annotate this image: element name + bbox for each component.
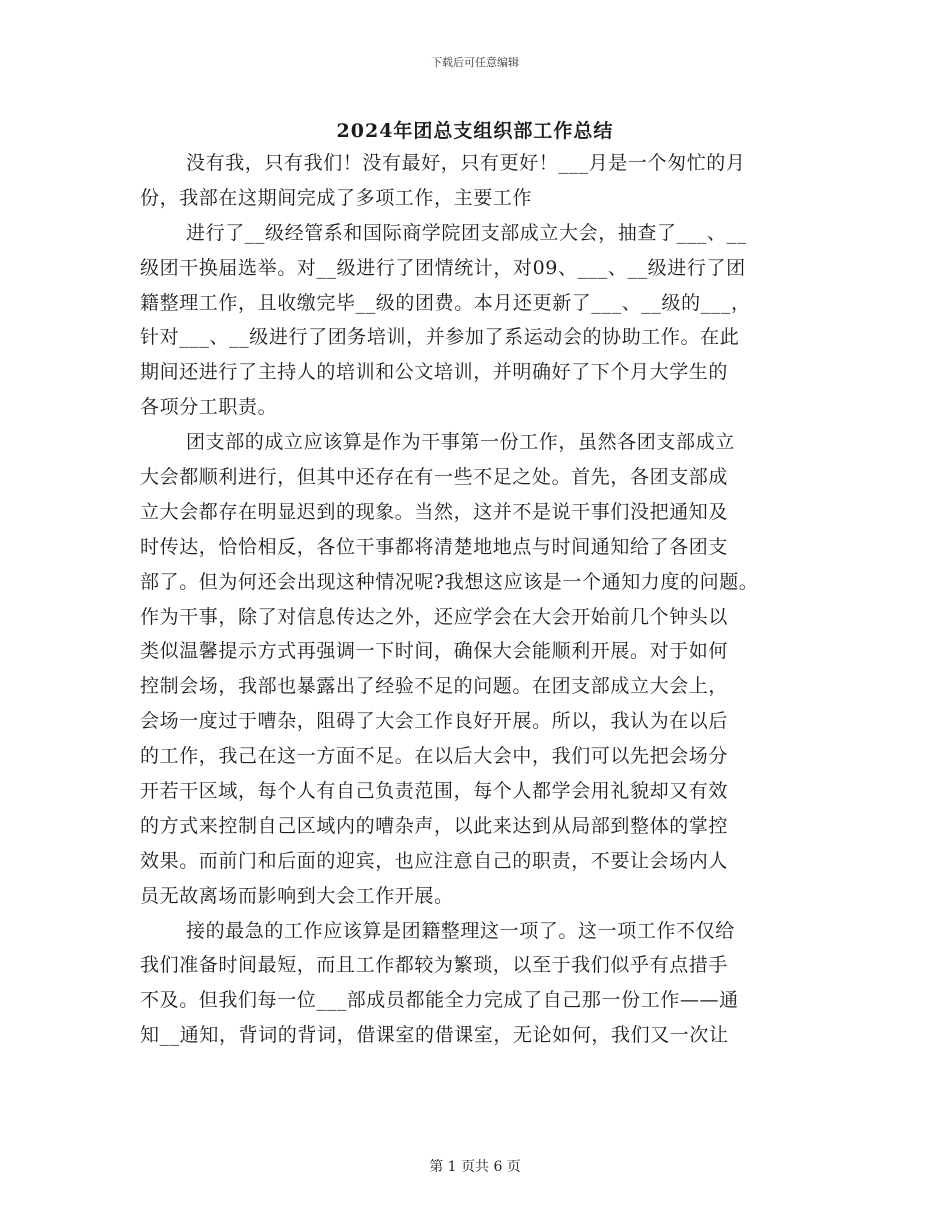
text-line: 针对___、__级进行了团务培训，并参加了系运动会的协助工作。在此 (140, 326, 740, 349)
header-note: 下载后可任意编辑 (431, 56, 519, 69)
text-line: 接的最急的工作应该算是团籍整理这一项了。这一项工作不仅给 (186, 919, 735, 942)
text-line: 知__通知，背词的背词，借课室的借课室，无论如何，我们又一次让 (140, 1024, 729, 1047)
text-line: 开若干区域，每个人有自己负责范围，每个人都学会用礼貌却又有效 (140, 780, 729, 803)
text-line: 的工作，我己在这一方面不足。在以后大会中，我们可以先把会场分 (140, 745, 729, 768)
text-line: 不及。但我们每一位___部成员都能全力完成了自己那一份工作——通 (140, 989, 739, 1012)
text-line: 时传达，恰恰相反，各位干事都将清楚地地点与时间通知给了各团支 (140, 535, 729, 558)
text-line: 部了。但为何还会出现这种情况呢?我想这应该是一个通知力度的问题。 (140, 570, 759, 593)
text-line: 进行了__级经管系和国际商学院团支部成立大会，抽查了___、__ (186, 221, 747, 244)
text-line: 作为干事，除了对信息传达之外，还应学会在大会开始前几个钟头以 (140, 605, 729, 628)
text-line: 类似温馨提示方式再强调一下时间，确保大会能顺利开展。对于如何 (140, 640, 729, 663)
text-line: 效果。而前门和后面的迎宾，也应注意自己的职责，不要让会场内人 (140, 849, 729, 872)
text-line: 的方式来控制自己区域内的嘈杂声，以此来达到从局部到整体的掌控 (140, 814, 729, 837)
text-line: 控制会场，我部也暴露出了经验不足的问题。在团支部成立大会上， (140, 675, 729, 698)
text-line: 籍整理工作，且收缴完毕__级的团费。本月还更新了___、__级的___， (140, 291, 751, 314)
document-body (140, 146, 820, 1053)
document-title: 2024年团总支组织部工作总结 (336, 120, 614, 142)
text-line: 员无故离场而影响到大会工作开展。 (140, 884, 454, 907)
text-line: 立大会都存在明显迟到的现象。当然，这并不是说干事们没把通知及 (140, 500, 729, 523)
text-line: 大会都顺利进行，但其中还存在有一些不足之处。首先，各团支部成 (140, 466, 729, 489)
text-line: 我们准备时间最短，而且工作都较为繁琐，以至于我们似乎有点措手 (140, 954, 729, 977)
text-line: 会场一度过于嘈杂，阻碍了大会工作良好开展。所以，我认为在以后 (140, 710, 729, 733)
text-line: 团支部的成立应该算是作为干事第一份工作，虽然各团支部成立 (186, 431, 735, 454)
text-line: 没有我，只有我们！没有最好，只有更好！___月是一个匆忙的月 (186, 152, 746, 174)
page-number: 第 1 页共 6 页 (429, 1159, 521, 1175)
text-line: 份，我部在这期间完成了多项工作，主要工作 (140, 186, 533, 209)
text-line: 各项分工职责。 (140, 396, 278, 419)
text-line: 级团干换届选举。对__级进行了团情统计，对09、___、__级进行了团 (140, 256, 746, 279)
text-line: 期间还进行了主持人的培训和公文培训，并明确好了下个月大学生的 (140, 361, 729, 384)
